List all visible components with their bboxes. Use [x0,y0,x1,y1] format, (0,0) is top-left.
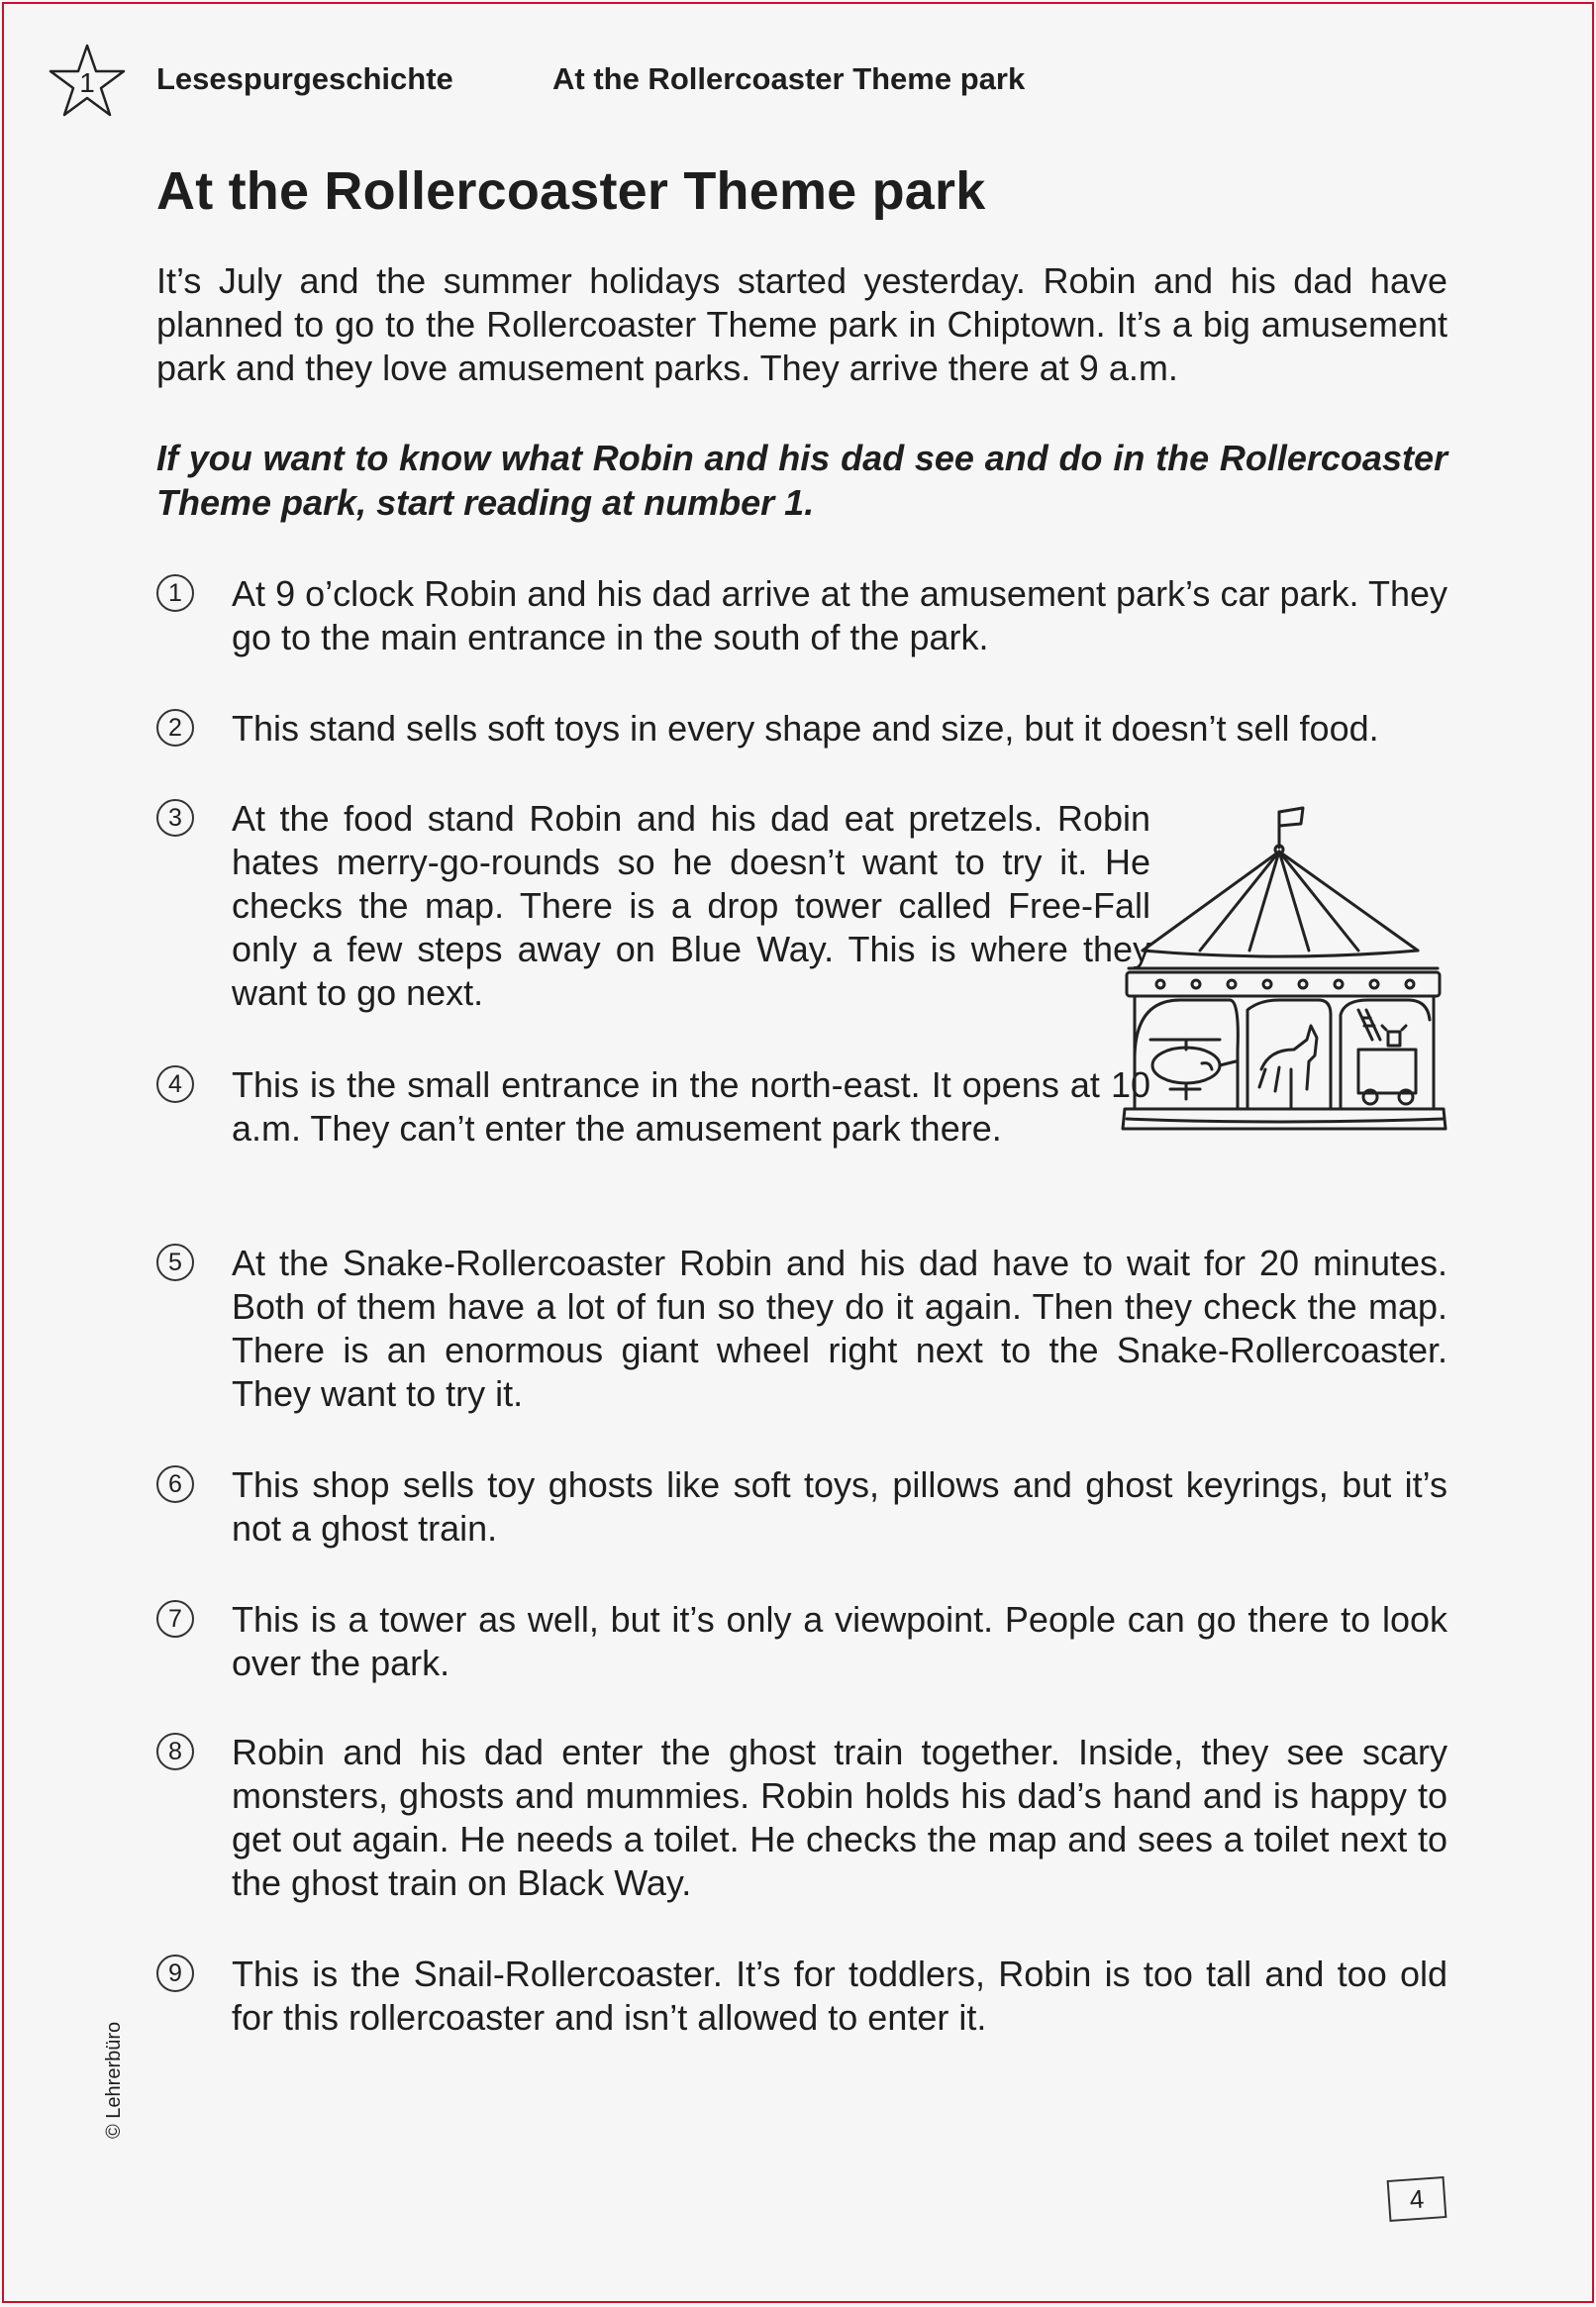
item-text: At the Snake-Rollercoaster Robin and his dad have to wait for 20 minutes. Both of them have a lot of fun so they do it again. Then they check the map. There is an enormous giant wheel right next to the Snake-Rollercoaster. They want to try it. [232,1243,1447,1414]
item-text: This is the small entrance in the north-east. It opens at 10 a.m. They can’t enter the amusement park there. [232,1064,1150,1149]
item-text: At 9 o’clock Robin and his dad arrive at the amusement park’s car park. They go to the main entrance in the south of the park. [232,573,1447,657]
instruction-paragraph: If you want to know what Robin and his dad see and do in the Rollercoaster Theme park, start reading at number 1. [156,438,1447,523]
carousel-illustration [1121,802,1449,1145]
item-number: 9 [156,1955,194,1992]
item-number: 2 [156,709,194,747]
item-number: 4 [156,1065,194,1103]
item-text: This is the Snail-Rollercoaster. It’s for toddlers, Robin is too tall and too old for this rollercoaster and isn’t allowed to enter it. [232,1954,1447,2038]
intro-paragraph: It’s July and the summer holidays started yesterday. Robin and his dad have planned to go to the Rollercoaster Theme park in Chiptown. It’s a big amusement park and they love amusement parks. They arrive there at 9 a.m. [156,260,1447,388]
page-title: At the Rollercoaster Theme park [156,161,986,221]
item-number: 3 [156,799,194,837]
section-number: 1 [79,67,95,98]
item-text: This shop sells toy ghosts like soft toys, pillows and ghost keyrings, but it’s not a ghost train. [232,1464,1447,1549]
item-number: 7 [156,1600,194,1638]
item-text: This stand sells soft toys in every shape and size, but it doesn’t sell food. [232,708,1379,749]
item-text: At the food stand Robin and his dad eat pretzels. Robin hates merry-go-rounds so he doesn’t want to try it. He checks the map. There is a drop tower called Free-Fall only a few steps away on Blue Way. This is where they want to go next. [232,798,1150,1013]
item-text: This is a tower as well, but it’s only a viewpoint. People can go there to look over the park. [232,1599,1447,1683]
item-text: Robin and his dad enter the ghost train together. Inside, they see scary monsters, ghosts and mummies. Robin holds his dad’s hand and is happy to get out again. He needs a toilet. He checks the map and sees a toilet next to the ghost train on Black Way. [232,1732,1447,1903]
page-number: 4 [1387,2176,1447,2222]
item-number: 5 [156,1244,194,1281]
header-section: Lesespurgeschichte [156,61,453,96]
copyright-notice: © Lehrerbüro [103,2021,125,2139]
item-number: 8 [156,1733,194,1770]
item-number: 6 [156,1465,194,1503]
header-topic: At the Rollercoaster Theme park [552,61,1026,96]
item-number: 1 [156,574,194,612]
worksheet-page [2,2,1594,2303]
